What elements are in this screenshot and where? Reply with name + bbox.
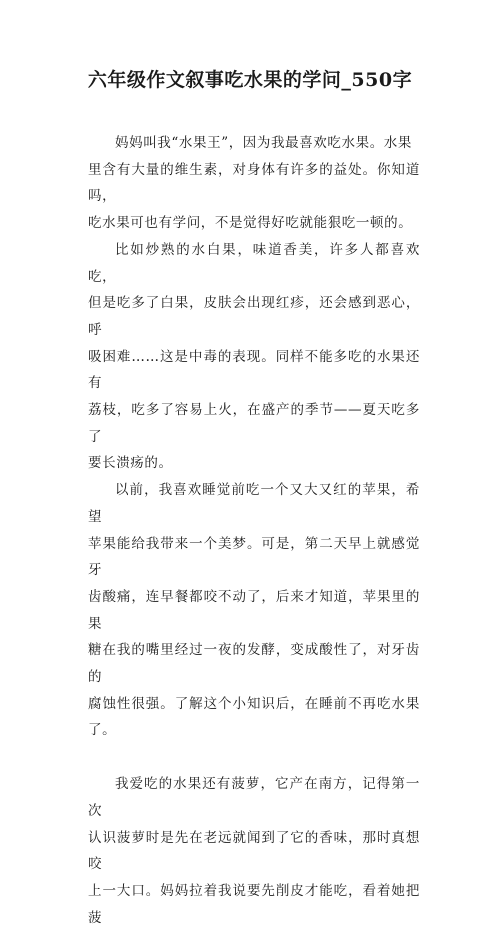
text-line: 腐蚀性很强。了解这个小知识后，在睡前不再吃水果了。: [88, 695, 420, 739]
text-line: 里含有大量的维生素，对身体有许多的益处。你知道吗，: [88, 161, 420, 205]
text-line: 上一大口。妈妈拉着我说要先削皮才能吃，看着她把菠: [88, 882, 420, 926]
paragraph-1: [88, 130, 420, 237]
text-line: 苹果能给我带来一个美梦。可是，第二天早上就感觉牙: [88, 535, 420, 579]
text-line: 糖在我的嘴里经过一夜的发酵，变成酸性了，对牙齿的: [88, 642, 420, 686]
text-line: 齿酸痛，连早餐都咬不动了，后来才知道，苹果里的果: [88, 588, 420, 632]
text-line: 要长溃疡的。: [88, 455, 173, 472]
text-line: 以前，我喜欢睡觉前吃一个又大又红的苹果，希望: [88, 482, 420, 525]
text-line: 妈妈叫我“水果王”，因为我最喜欢吃水果。水果: [115, 135, 413, 151]
paragraph-3: [88, 477, 420, 744]
paragraph-4: [88, 771, 420, 931]
document-body: [88, 130, 420, 931]
text-line: 吃水果可也有学问，不是觉得好吃就能狠吃一顿的。: [88, 215, 413, 232]
text-line: 认识菠萝时是先在老远就闻到了它的香味，那时真想咬: [88, 829, 420, 873]
text-line: 我爱吃的水果还有菠萝，它产在南方，记得第一次: [88, 776, 420, 819]
text-line: 荔枝，吃多了容易上火，在盛产的季节——夏天吃多了: [88, 402, 420, 445]
text-line: 比如炒熟的水白果，味道香美，许多人都喜欢吃，: [88, 241, 420, 285]
document-title: 六年级作文叙事吃水果的学问_550字: [87, 69, 413, 91]
text-line: 吸困难……这是中毒的表现。同样不能多吃的水果还有: [88, 348, 420, 392]
paragraph-2: [88, 237, 420, 477]
text-line: 但是吃多了白果，皮肤会出现红疹，还会感到恶心，呼: [88, 295, 420, 338]
